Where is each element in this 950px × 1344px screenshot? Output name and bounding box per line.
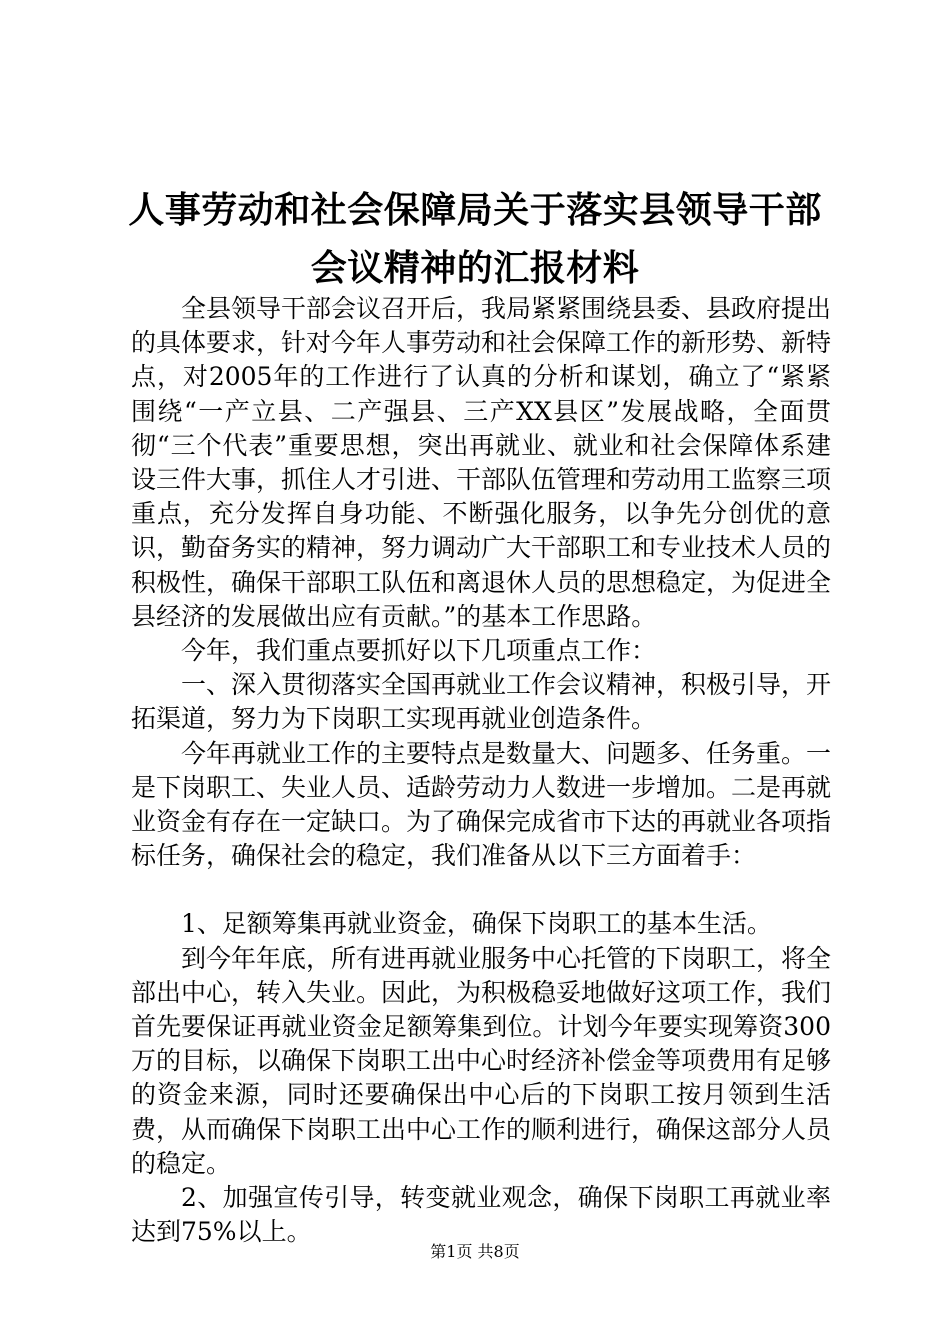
paragraph: 今年，我们重点要抓好以下几项重点工作：: [181, 636, 657, 666]
document-body: [131, 292, 831, 1249]
document-title: 人事劳动和社会保障局关于落实县领导干部会议精神的汇报材料: [128, 190, 822, 289]
page-footer: 第1页 共8页: [430, 1242, 520, 1261]
paragraph: 全县领导干部会议召开后，我局紧紧围绕县委、县政府提出的具体要求，针对今年人事劳动和社会保障工作的新形势、新特点，对2005年的工作进行了认真的分析和谋划，确立了“紧紧围绕“一产立县、二产强县、三产XX县区”发展战略，全面贯彻“三个代表”重要思想，突出再就业、就业和社会保障体系建设三件大事，抓住人才引进、干部队伍管理和劳动用工监察三项重点，充分发挥自身功能、不断强化服务，以争先分创优的意识，勤奋务实的精神，努力调动广大干部职工和专业技术人员的积极性，确保干部职工队伍和离退休人员的思想稳定，为促进全县经济的发展做出应有贡献。”的基本工作思路。: [131, 294, 832, 631]
paragraph: 今年再就业工作的主要特点是数量大、问题多、任务重。一是下岗职工、失业人员、适龄劳动力人数进一步增加。二是再就业资金有存在一定缺口。为了确保完成省市下达的再就业各项指标任务，确保社会的稳定，我们准备从以下三方面着手：: [131, 738, 832, 871]
paragraph: 1、足额筹集再就业资金，确保下岗职工的基本生活。: [181, 909, 772, 939]
paragraph: 2、加强宣传引导，转变就业观念，确保下岗职工再就业率达到75%以上。: [131, 1183, 831, 1247]
paragraph: 到今年年底，所有进再就业服务中心托管的下岗职工，将全部出中心，转入失业。因此，为积极稳妥地做好这项工作，我们首先要保证再就业资金足额筹集到位。计划今年要实现筹资300万的目标，以确保下岗职工出中心时经济补偿金等项费用有足够的资金来源，同时还要确保出中心后的下岗职工按月领到生活费，从而确保下岗职工出中心工作的顺利进行，确保这部分人员的稳定。: [131, 943, 832, 1178]
paragraph: 一、深入贯彻落实全国再就业工作会议精神，积极引导，开拓渠道，努力为下岗职工实现再就业创造条件。: [131, 670, 832, 734]
